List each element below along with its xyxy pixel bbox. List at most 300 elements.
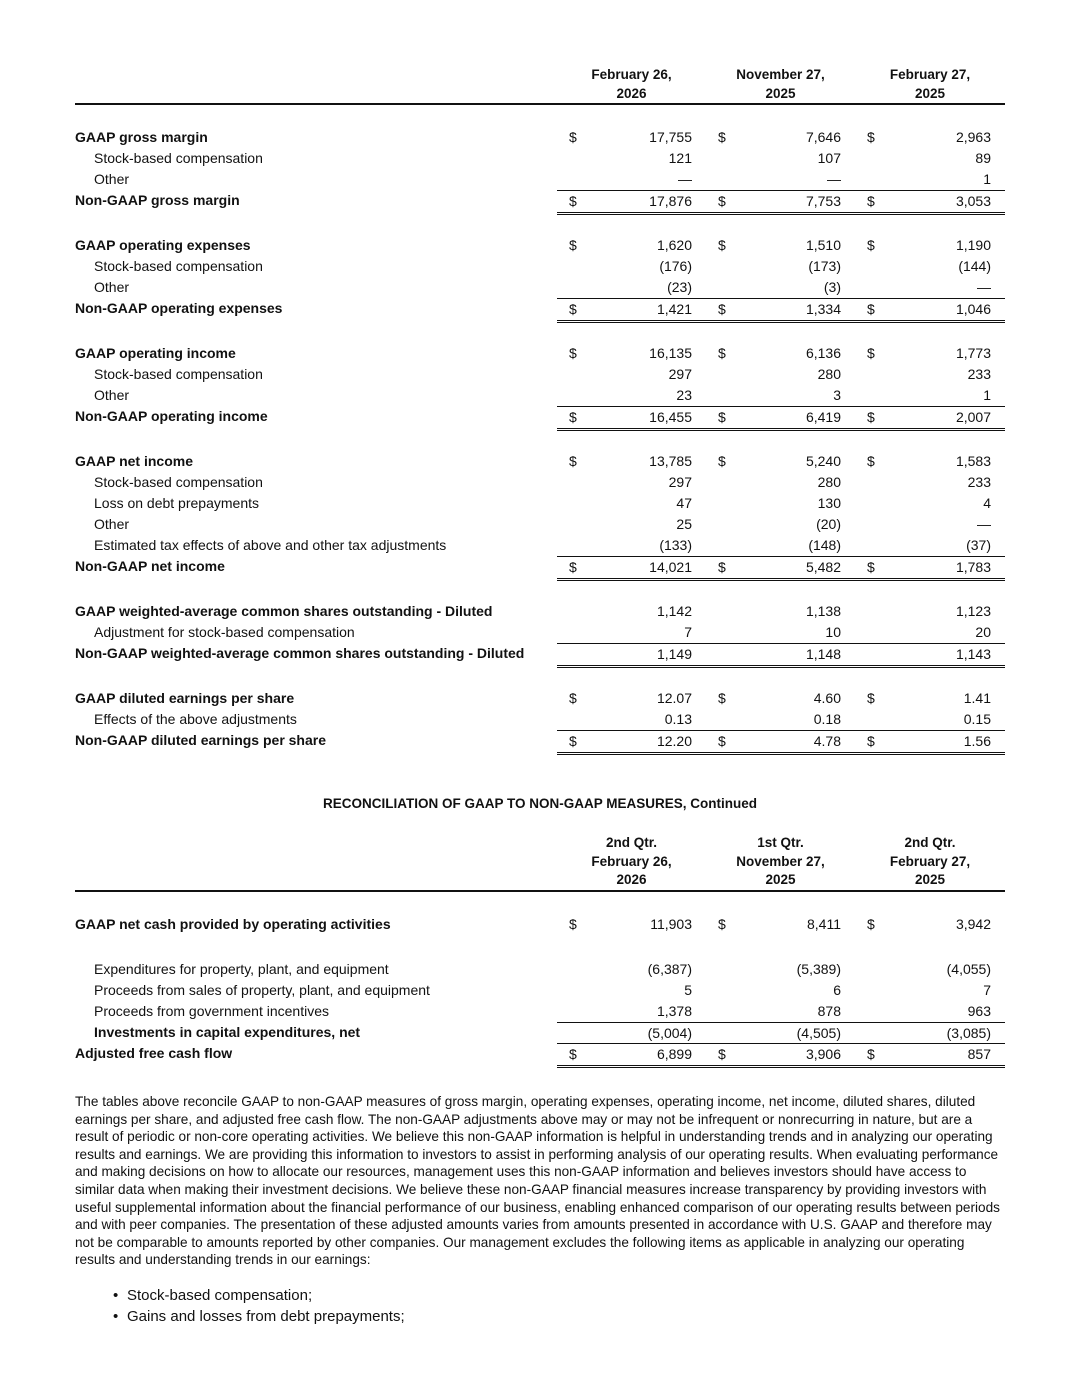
value-cell xyxy=(855,127,1005,148)
row-label: Non-GAAP gross margin xyxy=(75,192,240,208)
value-cell xyxy=(557,298,706,323)
table-row xyxy=(75,277,1005,298)
currency-symbol: $ xyxy=(867,301,875,317)
value-cell xyxy=(557,472,706,493)
value-cell xyxy=(706,472,855,493)
currency-symbol: $ xyxy=(867,409,875,425)
value: 17,755 xyxy=(649,129,692,145)
value-cell xyxy=(706,451,855,472)
row-label: Non-GAAP weighted-average common shares outstanding - Diluted xyxy=(75,645,525,661)
value: (148) xyxy=(808,537,841,553)
value-cell xyxy=(706,643,855,668)
value: 1,783 xyxy=(955,559,991,575)
value-cell xyxy=(706,364,855,385)
column-header xyxy=(557,66,706,103)
currency-symbol: $ xyxy=(718,193,726,209)
value: 89 xyxy=(975,150,991,166)
value: 0.13 xyxy=(664,711,692,727)
value-cell xyxy=(557,980,706,1001)
value-cell xyxy=(557,148,706,169)
currency-symbol: $ xyxy=(569,915,577,932)
table-row xyxy=(75,493,1005,514)
value: (4,055) xyxy=(946,960,991,977)
value-cell xyxy=(557,959,706,980)
value-cell xyxy=(557,1022,706,1044)
column-header-line: 2nd Qtr. xyxy=(605,835,657,850)
value: (23) xyxy=(667,279,692,295)
value: — xyxy=(977,279,991,295)
value: 14,021 xyxy=(649,559,692,575)
table-row xyxy=(75,914,1005,935)
value-cell xyxy=(855,493,1005,514)
value-cell xyxy=(855,959,1005,980)
value-cell xyxy=(706,148,855,169)
currency-symbol: $ xyxy=(867,129,875,145)
value: 1,046 xyxy=(955,301,991,317)
value-cell xyxy=(855,535,1005,556)
table-row xyxy=(75,1001,1005,1022)
currency-symbol: $ xyxy=(867,237,875,253)
value-cell xyxy=(706,959,855,980)
currency-symbol: $ xyxy=(569,453,577,469)
table-row xyxy=(75,514,1005,535)
row-label: GAAP operating income xyxy=(75,345,236,361)
value: 1 xyxy=(983,387,991,403)
row-label: Stock-based compensation xyxy=(94,474,263,490)
value-cell xyxy=(557,406,706,431)
value-cell xyxy=(557,343,706,364)
value: (176) xyxy=(659,258,692,274)
value: 1,138 xyxy=(805,603,841,619)
value-cell xyxy=(855,980,1005,1001)
value-cell xyxy=(706,169,855,190)
value: 25 xyxy=(676,516,692,532)
column-header xyxy=(557,834,706,890)
row-label: Adjustment for stock-based compensation xyxy=(94,624,355,640)
bullet-item xyxy=(75,1306,1005,1327)
column-header-line: February 26, xyxy=(591,853,672,869)
value-cell xyxy=(557,451,706,472)
currency-symbol: $ xyxy=(867,690,875,706)
currency-symbol: $ xyxy=(718,1045,726,1062)
value: (133) xyxy=(659,537,692,553)
value: 297 xyxy=(668,366,692,382)
table-row xyxy=(75,643,1005,664)
value: 233 xyxy=(967,474,991,490)
row-label: GAAP net income xyxy=(75,453,193,469)
value-cell xyxy=(557,643,706,668)
value-cell xyxy=(557,709,706,730)
value: 5,240 xyxy=(805,453,841,469)
bullet-icon: • xyxy=(113,1308,119,1325)
value-cell xyxy=(855,148,1005,169)
table-row xyxy=(75,343,1005,364)
value-cell xyxy=(706,1022,855,1044)
column-header-line: 2025 xyxy=(914,872,946,887)
value: 1,378 xyxy=(656,1002,692,1019)
value: 1,773 xyxy=(955,345,991,361)
table-row xyxy=(75,169,1005,190)
value-cell xyxy=(706,622,855,643)
column-header-line: 2026 xyxy=(616,85,647,101)
value-cell xyxy=(706,277,855,298)
row-label: GAAP operating expenses xyxy=(75,237,251,253)
value-cell xyxy=(706,1001,855,1022)
value-cell xyxy=(855,406,1005,431)
currency-symbol: $ xyxy=(718,129,726,145)
column-header-line: November 27, xyxy=(736,67,825,82)
value: 13,785 xyxy=(649,453,692,469)
table-row xyxy=(75,730,1005,751)
value-cell xyxy=(855,364,1005,385)
value-cell xyxy=(855,451,1005,472)
value-cell xyxy=(706,385,855,406)
value: 6,419 xyxy=(805,409,841,425)
currency-symbol: $ xyxy=(867,1045,875,1062)
row-label: Loss on debt prepayments xyxy=(94,495,259,511)
value: — xyxy=(827,171,841,187)
value: (144) xyxy=(958,258,991,274)
row-label: Effects of the above adjustments xyxy=(94,711,297,727)
value: 297 xyxy=(668,474,692,490)
value: 1,143 xyxy=(955,646,991,662)
row-label: Non-GAAP operating income xyxy=(75,408,268,424)
table-section xyxy=(75,451,1005,577)
value-cell xyxy=(855,190,1005,215)
value: 5,482 xyxy=(805,559,841,575)
row-label: Other xyxy=(94,279,130,295)
column-header xyxy=(855,834,1005,890)
value-cell xyxy=(557,385,706,406)
table-row xyxy=(75,1022,1005,1043)
value: 130 xyxy=(817,495,841,511)
value-cell xyxy=(706,406,855,431)
reconciliation-table-1 xyxy=(75,66,1005,751)
value: 7 xyxy=(684,624,692,640)
value-cell xyxy=(855,601,1005,622)
currency-symbol: $ xyxy=(569,559,577,575)
value: 1,149 xyxy=(656,646,692,662)
value: 47 xyxy=(676,495,692,511)
value-cell xyxy=(557,730,706,755)
value: 280 xyxy=(817,474,841,490)
bullet-icon: • xyxy=(113,1287,119,1304)
column-header-line: February 26, xyxy=(591,67,672,82)
table-row xyxy=(75,959,1005,980)
value: 16,455 xyxy=(649,409,692,425)
value: 1,142 xyxy=(656,603,692,619)
value-cell xyxy=(706,914,855,935)
value: 1,334 xyxy=(805,301,841,317)
column-header xyxy=(706,834,855,890)
value: 6,899 xyxy=(656,1045,692,1062)
value: 7 xyxy=(983,981,991,998)
value-cell xyxy=(557,493,706,514)
row-label: Non-GAAP net income xyxy=(75,558,225,574)
row-label: Proceeds from government incentives xyxy=(94,1002,329,1019)
currency-symbol: $ xyxy=(718,237,726,253)
value-cell xyxy=(557,256,706,277)
currency-symbol: $ xyxy=(718,559,726,575)
value-cell xyxy=(855,472,1005,493)
table-section xyxy=(75,688,1005,751)
table-section xyxy=(75,127,1005,211)
value: 3,942 xyxy=(955,915,991,932)
value: 12.20 xyxy=(656,733,692,749)
currency-symbol: $ xyxy=(569,1045,577,1062)
excluded-items-list xyxy=(75,1285,1005,1327)
column-header-line: 1st Qtr. xyxy=(757,835,804,850)
column-header-line: 2nd Qtr. xyxy=(904,835,956,850)
value: 12.07 xyxy=(656,690,692,706)
value-cell xyxy=(706,688,855,709)
column-header-line: February 27, xyxy=(889,853,971,869)
column-header-line: 2025 xyxy=(765,85,796,101)
table-section xyxy=(75,235,1005,319)
value: 3,053 xyxy=(955,193,991,209)
currency-symbol: $ xyxy=(569,409,577,425)
value: 2,963 xyxy=(955,129,991,145)
table-row xyxy=(75,385,1005,406)
value-cell xyxy=(855,643,1005,668)
bullet-text: Stock-based compensation; xyxy=(127,1287,313,1304)
value: 8,411 xyxy=(807,915,841,932)
value-cell xyxy=(855,688,1005,709)
table-row xyxy=(75,451,1005,472)
row-label: Stock-based compensation xyxy=(94,150,263,166)
value: (5,004) xyxy=(647,1024,692,1041)
currency-symbol: $ xyxy=(718,409,726,425)
value-cell xyxy=(706,190,855,215)
value-cell xyxy=(855,1043,1005,1068)
table-row xyxy=(75,406,1005,427)
row-label: GAAP net cash provided by operating activities xyxy=(75,915,391,932)
value-cell xyxy=(557,1043,706,1068)
row-label: Non-GAAP operating expenses xyxy=(75,300,283,316)
column-header xyxy=(706,66,855,103)
value: 1,583 xyxy=(955,453,991,469)
value: 280 xyxy=(817,366,841,382)
currency-symbol: $ xyxy=(718,301,726,317)
row-label: GAAP weighted-average common shares outstanding - Diluted xyxy=(75,603,493,619)
value-cell xyxy=(706,556,855,581)
value: — xyxy=(678,171,692,187)
table-section xyxy=(75,343,1005,427)
row-label: Stock-based compensation xyxy=(94,366,263,382)
value-cell xyxy=(557,364,706,385)
value-cell xyxy=(855,556,1005,581)
currency-symbol: $ xyxy=(718,915,726,932)
value: 23 xyxy=(676,387,692,403)
value-cell xyxy=(855,709,1005,730)
table-row xyxy=(75,364,1005,385)
value-cell xyxy=(855,343,1005,364)
column-header-line: February 27, xyxy=(889,67,971,82)
currency-symbol: $ xyxy=(569,733,577,749)
value-cell xyxy=(706,1043,855,1068)
row-label: Investments in capital expenditures, net xyxy=(94,1023,361,1040)
currency-symbol: $ xyxy=(867,915,875,932)
table-row xyxy=(75,601,1005,622)
value: 1.41 xyxy=(963,690,991,706)
table-row xyxy=(75,256,1005,277)
value: 3 xyxy=(833,387,841,403)
value-cell xyxy=(706,343,855,364)
currency-symbol: $ xyxy=(718,345,726,361)
value: 16,135 xyxy=(649,345,692,361)
currency-symbol: $ xyxy=(867,733,875,749)
row-label: Non-GAAP diluted earnings per share xyxy=(75,732,327,748)
currency-symbol: $ xyxy=(718,453,726,469)
value-cell xyxy=(557,169,706,190)
value: 10 xyxy=(825,624,841,640)
value-cell xyxy=(557,622,706,643)
column-header xyxy=(855,66,1005,103)
currency-symbol: $ xyxy=(867,193,875,209)
value: 1,190 xyxy=(955,237,991,253)
table-row xyxy=(75,622,1005,643)
value-cell xyxy=(706,980,855,1001)
value-cell xyxy=(557,688,706,709)
value: 233 xyxy=(967,366,991,382)
row-label: Stock-based compensation xyxy=(94,258,263,274)
currency-symbol: $ xyxy=(569,345,577,361)
header-spacer xyxy=(75,834,557,890)
reconciliation-table-2 xyxy=(75,834,1005,1064)
value: 1 xyxy=(983,171,991,187)
value-cell xyxy=(706,235,855,256)
table-row xyxy=(75,235,1005,256)
value-cell xyxy=(706,493,855,514)
value: (4,505) xyxy=(796,1024,841,1041)
value: 1,620 xyxy=(656,237,692,253)
value-cell xyxy=(855,622,1005,643)
row-label: Adjusted free cash flow xyxy=(75,1044,233,1061)
value: 5 xyxy=(684,981,692,998)
table-section xyxy=(75,959,1005,1064)
value-cell xyxy=(706,127,855,148)
value: 7,753 xyxy=(805,193,841,209)
value-cell xyxy=(855,730,1005,755)
currency-symbol: $ xyxy=(718,690,726,706)
currency-symbol: $ xyxy=(569,129,577,145)
value: 20 xyxy=(975,624,991,640)
value: 7,646 xyxy=(805,129,841,145)
value-cell xyxy=(557,914,706,935)
value-cell xyxy=(706,298,855,323)
value: 3,906 xyxy=(805,1045,841,1062)
row-label: Other xyxy=(94,171,130,187)
value-cell xyxy=(855,298,1005,323)
value: (3,085) xyxy=(946,1024,991,1041)
column-header-line: 2026 xyxy=(616,872,647,887)
value: 1,123 xyxy=(955,603,991,619)
table-row xyxy=(75,709,1005,730)
table-row xyxy=(75,556,1005,577)
value: 17,876 xyxy=(649,193,692,209)
value-cell xyxy=(557,235,706,256)
value: 6,136 xyxy=(805,345,841,361)
value-cell xyxy=(855,169,1005,190)
value-cell xyxy=(706,709,855,730)
value-cell xyxy=(855,514,1005,535)
value: (3) xyxy=(823,279,841,295)
value: 107 xyxy=(817,150,841,166)
row-label: Other xyxy=(94,516,130,532)
value-cell xyxy=(855,277,1005,298)
row-label: Estimated tax effects of above and other tax adjustments xyxy=(94,537,447,553)
value-cell xyxy=(557,1001,706,1022)
value: (20) xyxy=(816,516,841,532)
currency-symbol: $ xyxy=(718,733,726,749)
value-cell xyxy=(557,514,706,535)
table-header xyxy=(75,834,1005,892)
row-label: GAAP gross margin xyxy=(75,129,208,145)
value-cell xyxy=(706,535,855,556)
value: 6 xyxy=(833,981,841,998)
header-spacer xyxy=(75,66,557,103)
value-cell xyxy=(855,385,1005,406)
bullet-item xyxy=(75,1285,1005,1306)
value: — xyxy=(977,516,991,532)
value-cell xyxy=(855,256,1005,277)
value-cell xyxy=(855,235,1005,256)
row-label: GAAP diluted earnings per share xyxy=(75,690,295,706)
table-row xyxy=(75,980,1005,1001)
currency-symbol: $ xyxy=(569,237,577,253)
value: 121 xyxy=(668,150,692,166)
value-cell xyxy=(706,514,855,535)
value: 0.15 xyxy=(963,711,991,727)
value-cell xyxy=(706,601,855,622)
table-row xyxy=(75,535,1005,556)
explanatory-paragraph: The tables above reconcile GAAP to non-GAAP measures of gross margin, operating expenses, operating income, net income, diluted shares, diluted earnings per share, and adjusted free cash flow. The non-GAAP adjustments above may or may not be infrequent or nonrecurring in nature, but are a result of periodic or non-core operating activities. We believe this non-GAAP information is helpful in understanding trends and in analyzing our operating results and earnings. We are providing this information to investors to assist in performing analysis of our operating results. When evaluating performance and making decisions on how to allocate our resources, management uses this non-GAAP information and believes investors should have access to similar data when making their investment decisions. We believe these non-GAAP financial measures increase transparency by providing investors with useful supplemental information about the financial performance of our business, enabling enhanced comparison of our operating results between periods and with peer companies. The presentation of these adjusted amounts varies from amounts presented in accordance with U.S. GAAP and therefore may not be comparable to amounts reported by other companies. Our management excludes the following items as applicable in analyzing our operating results and understanding trends in our earnings: xyxy=(75,1094,1000,1268)
value: 1,510 xyxy=(805,237,841,253)
currency-symbol: $ xyxy=(569,690,577,706)
value: 11,903 xyxy=(650,915,692,932)
value: 4.60 xyxy=(813,690,841,706)
row-label: Other xyxy=(94,387,130,403)
value: (6,387) xyxy=(647,960,692,977)
value-cell xyxy=(557,277,706,298)
table-header xyxy=(75,66,1005,105)
table-row xyxy=(75,472,1005,493)
table-section xyxy=(75,601,1005,664)
value: 963 xyxy=(967,1002,991,1019)
currency-symbol: $ xyxy=(569,193,577,209)
value-cell xyxy=(557,556,706,581)
value-cell xyxy=(557,601,706,622)
value: (173) xyxy=(808,258,841,274)
value: (37) xyxy=(966,537,991,553)
value-cell xyxy=(557,127,706,148)
column-header-line: November 27, xyxy=(736,853,825,869)
table-row xyxy=(75,1043,1005,1064)
value: 1.56 xyxy=(963,733,991,749)
table-row xyxy=(75,688,1005,709)
value-cell xyxy=(706,256,855,277)
column-header-line: 2025 xyxy=(765,872,796,887)
value-cell xyxy=(557,535,706,556)
value: 1,421 xyxy=(656,301,692,317)
value-cell xyxy=(855,1001,1005,1022)
row-label: Expenditures for property, plant, and equipment xyxy=(94,960,389,977)
value-cell xyxy=(855,914,1005,935)
value: 4 xyxy=(983,495,991,511)
value-cell xyxy=(706,730,855,755)
table-row xyxy=(75,190,1005,211)
value: 4.78 xyxy=(813,733,841,749)
